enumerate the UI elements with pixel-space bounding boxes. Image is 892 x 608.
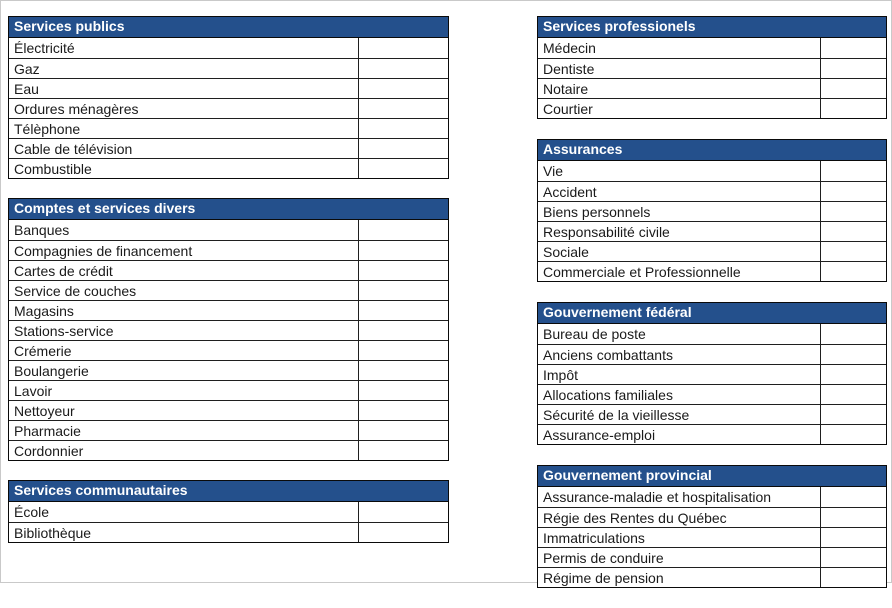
row-value-cell[interactable] <box>358 261 448 280</box>
row-value-cell[interactable] <box>820 59 886 78</box>
table-row <box>9 522 448 542</box>
table-row <box>538 527 886 547</box>
table-row <box>9 38 448 58</box>
row-value-cell[interactable] <box>820 99 886 118</box>
table-row <box>538 38 886 58</box>
row-value-cell[interactable] <box>820 182 886 201</box>
table-row <box>538 324 886 344</box>
row-value-cell[interactable] <box>358 301 448 320</box>
row-label-cell: Nettoyeur <box>14 403 75 419</box>
row-value-cell[interactable] <box>820 425 886 444</box>
row-value-cell[interactable] <box>358 321 448 340</box>
table-row <box>538 98 886 118</box>
row-label-cell: Permis de conduire <box>543 550 664 566</box>
table-row <box>9 240 448 260</box>
row-label-cell: Commerciale et Professionnelle <box>543 264 741 280</box>
row-label-cell: Accident <box>543 184 597 200</box>
row-label-cell: Cordonnier <box>14 443 84 459</box>
row-value-cell[interactable] <box>358 361 448 380</box>
table-row <box>9 440 448 460</box>
row-label-cell: Combustible <box>14 161 92 177</box>
row-value-cell[interactable] <box>358 159 448 178</box>
left-column <box>8 16 449 562</box>
table-row <box>538 567 886 587</box>
row-value-cell[interactable] <box>358 441 448 460</box>
table-row <box>9 502 448 522</box>
table-row <box>538 78 886 98</box>
row-value-cell[interactable] <box>820 508 886 527</box>
table-row <box>9 260 448 280</box>
row-label-cell: École <box>14 504 50 520</box>
table-row <box>9 360 448 380</box>
row-label-cell: Magasins <box>14 303 74 319</box>
row-label-cell: Régime de pension <box>543 570 664 586</box>
table-row <box>538 181 886 201</box>
row-label-cell: Stations-service <box>14 323 114 339</box>
row-label-cell: Sociale <box>543 244 589 260</box>
row-label-cell: Notaire <box>543 81 589 97</box>
row-value-cell[interactable] <box>358 401 448 420</box>
row-value-cell[interactable] <box>820 385 886 404</box>
section-table <box>537 465 887 588</box>
row-label-cell: Gaz <box>14 61 40 77</box>
row-value-cell[interactable] <box>358 119 448 138</box>
row-value-cell[interactable] <box>358 281 448 300</box>
section-table <box>537 16 887 119</box>
row-value-cell[interactable] <box>358 99 448 118</box>
row-value-cell[interactable] <box>358 523 448 542</box>
row-label-cell: Courtier <box>543 101 593 117</box>
table-row <box>538 261 886 281</box>
row-label-cell: Banques <box>14 222 70 238</box>
row-label-cell: Bibliothèque <box>14 525 92 541</box>
table-row <box>538 404 886 424</box>
table-row <box>9 98 448 118</box>
table-row <box>538 201 886 221</box>
row-label-cell: Médecin <box>543 40 596 56</box>
table-row <box>9 320 448 340</box>
section-header: Services professionels <box>538 17 886 38</box>
table-row <box>538 487 886 507</box>
table-row <box>538 364 886 384</box>
row-value-cell[interactable] <box>820 405 886 424</box>
table-row <box>538 344 886 364</box>
row-label-cell: Compagnies de financement <box>14 243 193 259</box>
row-label-cell: Boulangerie <box>14 363 89 379</box>
row-label-cell: Électricité <box>14 40 75 56</box>
table-row <box>9 400 448 420</box>
row-value-cell[interactable] <box>358 79 448 98</box>
section-table <box>8 480 449 543</box>
row-label-cell: Assurance-emploi <box>543 427 656 443</box>
row-label-cell: Lavoir <box>14 383 53 399</box>
row-label-cell: Impôt <box>543 367 579 383</box>
row-value-cell[interactable] <box>820 365 886 384</box>
row-label-cell: Bureau de poste <box>543 326 646 342</box>
row-label-cell: Dentiste <box>543 61 595 77</box>
section-header: Gouvernement provincial <box>538 466 886 487</box>
row-label-cell: Crémerie <box>14 343 72 359</box>
right-column <box>537 16 887 608</box>
table-row <box>9 280 448 300</box>
row-value-cell[interactable] <box>820 242 886 261</box>
row-label-cell: Télèphone <box>14 121 81 137</box>
table-row <box>9 158 448 178</box>
row-value-cell[interactable] <box>820 38 886 58</box>
table-row <box>538 424 886 444</box>
table-row <box>9 380 448 400</box>
row-value-cell[interactable] <box>358 241 448 260</box>
row-value-cell[interactable] <box>820 262 886 281</box>
table-row <box>9 58 448 78</box>
row-value-cell[interactable] <box>358 59 448 78</box>
row-value-cell[interactable] <box>820 324 886 344</box>
table-row <box>538 221 886 241</box>
row-value-cell[interactable] <box>820 222 886 241</box>
row-value-cell[interactable] <box>820 568 886 587</box>
table-row <box>9 118 448 138</box>
row-label-cell: Pharmacie <box>14 423 81 439</box>
section-header: Comptes et services divers <box>9 199 448 220</box>
row-value-cell[interactable] <box>820 202 886 221</box>
row-label-cell: Eau <box>14 81 39 97</box>
table-row <box>9 420 448 440</box>
row-value-cell[interactable] <box>820 345 886 364</box>
row-label-cell: Régie des Rentes du Québec <box>543 510 727 526</box>
row-label-cell: Allocations familiales <box>543 387 673 403</box>
section-header: Services publics <box>9 17 448 38</box>
row-value-cell[interactable] <box>358 38 448 58</box>
row-value-cell[interactable] <box>820 487 886 507</box>
section-header: Gouvernement fédéral <box>538 303 886 324</box>
row-value-cell[interactable] <box>358 341 448 360</box>
row-value-cell[interactable] <box>358 139 448 158</box>
table-row <box>9 340 448 360</box>
row-value-cell[interactable] <box>358 421 448 440</box>
table-row <box>9 138 448 158</box>
row-label-cell: Immatriculations <box>543 530 645 546</box>
section-table <box>537 139 887 282</box>
section-table <box>8 198 449 461</box>
table-row <box>9 78 448 98</box>
section-table <box>537 302 887 445</box>
row-label-cell: Ordures ménagères <box>14 101 139 117</box>
row-label-cell: Cable de télévision <box>14 141 133 157</box>
row-label-cell: Service de couches <box>14 283 137 299</box>
table-row <box>538 241 886 261</box>
row-label-cell: Anciens combattants <box>543 347 673 363</box>
row-value-cell[interactable] <box>820 528 886 547</box>
table-row <box>538 58 886 78</box>
table-row <box>9 220 448 240</box>
section-header: Assurances <box>538 140 886 161</box>
table-row <box>538 507 886 527</box>
table-row <box>9 300 448 320</box>
table-row <box>538 547 886 567</box>
section-table <box>8 16 449 179</box>
row-value-cell[interactable] <box>820 548 886 567</box>
row-value-cell[interactable] <box>358 220 448 240</box>
section-header: Services communautaires <box>9 481 448 502</box>
row-label-cell: Biens personnels <box>543 204 651 220</box>
row-label-cell: Responsabilité civile <box>543 224 670 240</box>
row-value-cell[interactable] <box>820 161 886 181</box>
row-label-cell: Sécurité de la vieillesse <box>543 407 690 423</box>
row-value-cell[interactable] <box>358 502 448 522</box>
row-value-cell[interactable] <box>820 79 886 98</box>
table-row <box>538 161 886 181</box>
row-label-cell: Cartes de crédit <box>14 263 113 279</box>
row-label-cell: Assurance-maladie et hospitalisation <box>543 489 772 505</box>
row-value-cell[interactable] <box>358 381 448 400</box>
table-row <box>538 384 886 404</box>
row-label-cell: Vie <box>543 163 563 179</box>
